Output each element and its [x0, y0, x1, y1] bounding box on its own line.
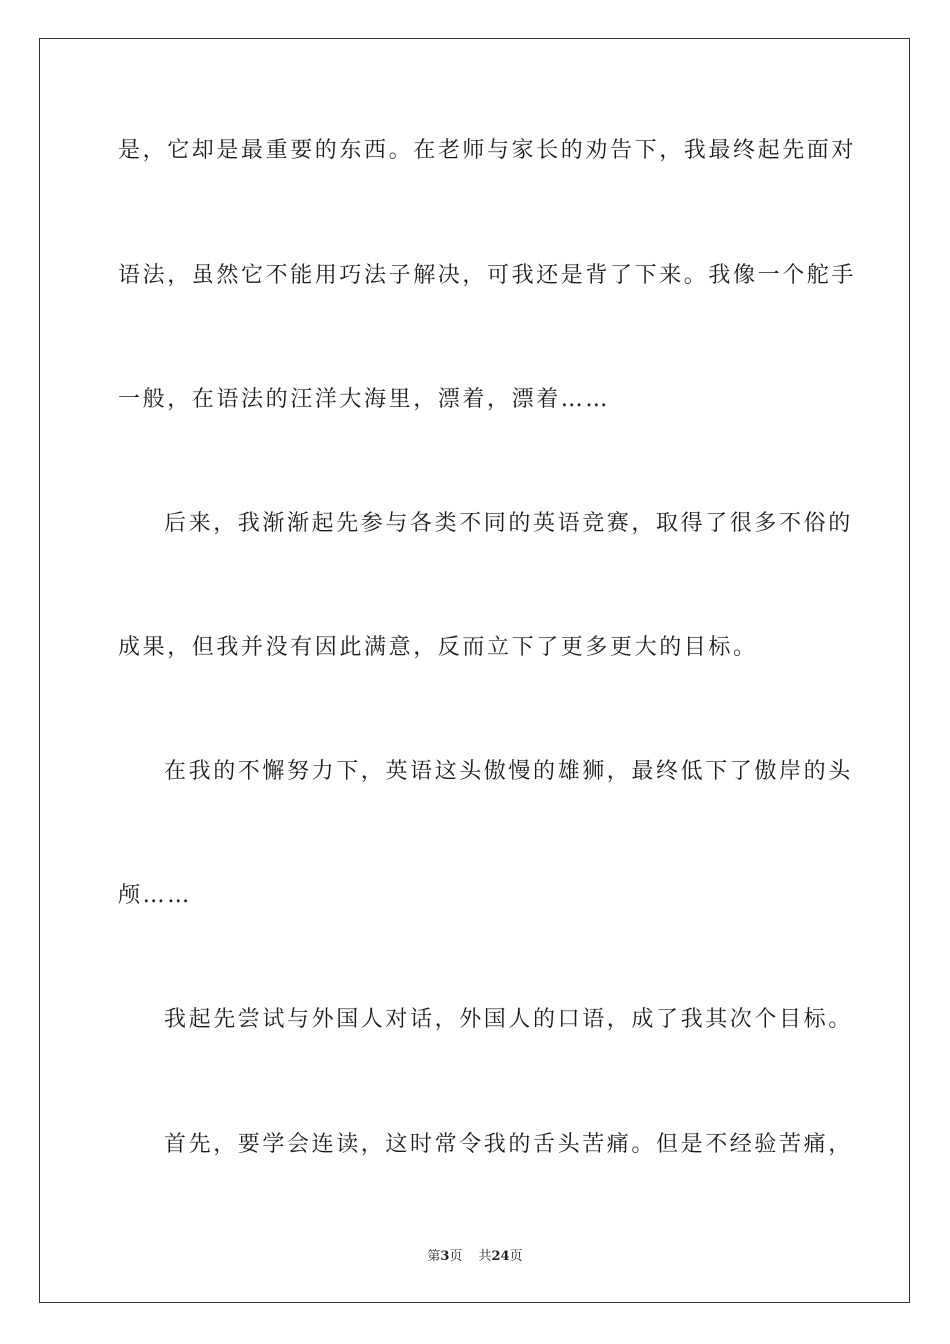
paragraph-start-line: 在我的不懈努力下，英语这头傲慢的雄狮，最终低下了傲岸的头	[164, 759, 853, 784]
total-suffix: 页	[509, 1249, 523, 1264]
text-line: 一般，在语法的汪洋大海里，漂着，漂着……	[118, 387, 611, 412]
page-number: 3	[440, 1249, 450, 1264]
paragraph-start-line: 首先，要学会连读，这时常令我的舌头苦痛。但是不经验苦痛，	[164, 1132, 853, 1157]
text-line: 语法，虽然它不能用巧法子解决，可我还是背了下来。我像一个舵手	[118, 263, 857, 288]
paragraph-start-line: 我起先尝试与外国人对话，外国人的口语，成了我其次个目标。	[164, 1007, 853, 1032]
total-prefix: 共	[478, 1249, 492, 1264]
page-footer	[0, 1245, 950, 1264]
text-line: 是，它却是最重要的东西。在老师与家长的劝告下，我最终起先面对	[118, 138, 857, 163]
text-line: 成果，但我并没有因此满意，反而立下了更多更大的目标。	[118, 635, 758, 660]
total-pages: 24	[491, 1249, 510, 1264]
text-line: 颅……	[118, 883, 192, 908]
page-prefix: 第	[427, 1249, 441, 1264]
page-suffix: 页	[449, 1249, 463, 1264]
paragraph-start-line: 后来，我渐渐起先参与各类不同的英语竞赛，取得了很多不俗的	[164, 511, 853, 536]
page-border	[39, 38, 910, 1303]
